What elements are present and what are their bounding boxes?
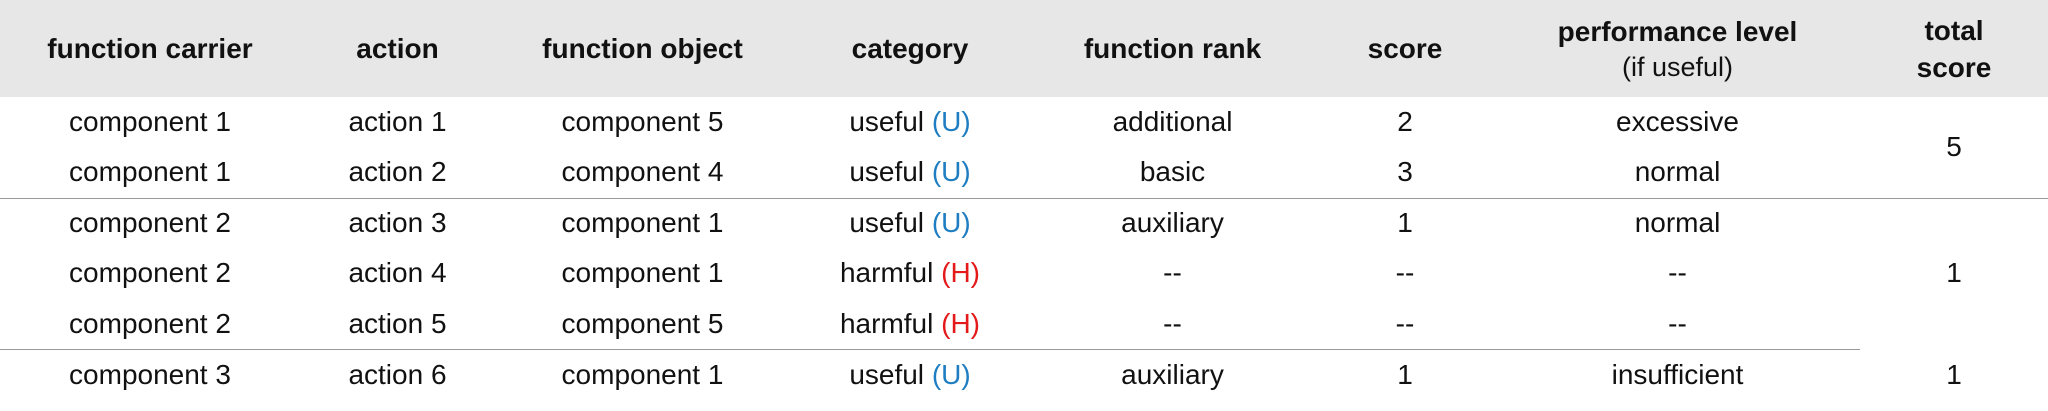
cell-score: 3	[1397, 156, 1413, 187]
cell-carrier: component 3	[69, 359, 231, 390]
cell-object: component 4	[561, 156, 724, 187]
cell-object: component 5	[561, 106, 724, 137]
total-score-group-3: 1	[1946, 359, 1962, 390]
cell-rank: --	[1163, 308, 1182, 339]
cell-carrier: component 1	[69, 156, 231, 187]
table-header	[0, 0, 2048, 97]
category-code: (H)	[941, 257, 981, 288]
cell-object: component 1	[561, 257, 724, 288]
cell-rank: basic	[1139, 156, 1206, 187]
cell-action: action 6	[348, 359, 447, 390]
cell-score: --	[1395, 308, 1415, 339]
category-code: (U)	[931, 207, 971, 238]
cell-perf: normal	[1634, 207, 1721, 238]
cell-carrier: component 2	[69, 308, 231, 339]
cell-action: action 2	[348, 156, 447, 187]
cell-category	[790, 299, 1030, 349]
header-performance-sub: (if useful)	[1621, 51, 1734, 82]
cell-score: 1	[1397, 359, 1413, 390]
header-function-carrier: function carrier	[47, 33, 253, 64]
category-word: useful	[849, 106, 925, 137]
cell-object: component 5	[561, 308, 724, 339]
cell-category	[790, 350, 1030, 400]
cell-object: component 1	[561, 207, 724, 238]
category-word: useful	[849, 359, 925, 390]
cell-perf: --	[1668, 308, 1687, 339]
cell-action: action 1	[348, 106, 447, 137]
cell-rank: auxiliary	[1121, 359, 1224, 390]
cell-carrier: component 2	[69, 257, 231, 288]
category-code: (U)	[931, 359, 971, 390]
category-code: (U)	[931, 156, 971, 187]
header-function-rank: function rank	[1083, 33, 1262, 64]
total-score-group-2: 1	[1946, 257, 1962, 288]
header-total-score: total score	[1916, 14, 1992, 83]
cell-rank: --	[1163, 257, 1182, 288]
cell-action: action 5	[348, 308, 447, 339]
cell-perf: excessive	[1616, 106, 1739, 137]
cell-perf: --	[1668, 257, 1687, 288]
header-category: category	[851, 33, 969, 64]
cell-category	[790, 147, 1030, 197]
cell-category	[790, 248, 1030, 298]
category-word: harmful	[839, 257, 934, 288]
cell-action: action 3	[348, 207, 447, 238]
cell-perf: normal	[1634, 156, 1721, 187]
category-word: useful	[849, 207, 925, 238]
category-code: (U)	[931, 106, 971, 137]
category-word: harmful	[839, 308, 934, 339]
header-function-object: function object	[542, 33, 743, 64]
header-performance-level: performance level (if useful)	[1510, 0, 1845, 97]
header-action: action	[356, 33, 439, 64]
category-word: useful	[849, 156, 925, 187]
cell-carrier: component 1	[69, 106, 231, 137]
total-score-group-1: 5	[1946, 131, 1962, 162]
cell-score: 1	[1397, 207, 1413, 238]
cell-action: action 4	[348, 257, 447, 288]
category-code: (H)	[941, 308, 981, 339]
cell-rank: auxiliary	[1121, 207, 1224, 238]
cell-carrier: component 2	[69, 207, 231, 238]
header-score: score	[1367, 33, 1443, 64]
cell-rank: additional	[1112, 106, 1233, 137]
cell-object: component 1	[561, 359, 724, 390]
cell-category	[790, 97, 1030, 147]
cell-perf: insufficient	[1611, 359, 1744, 390]
cell-score: --	[1395, 257, 1415, 288]
cell-score: 2	[1397, 106, 1413, 137]
cell-category	[790, 198, 1030, 248]
